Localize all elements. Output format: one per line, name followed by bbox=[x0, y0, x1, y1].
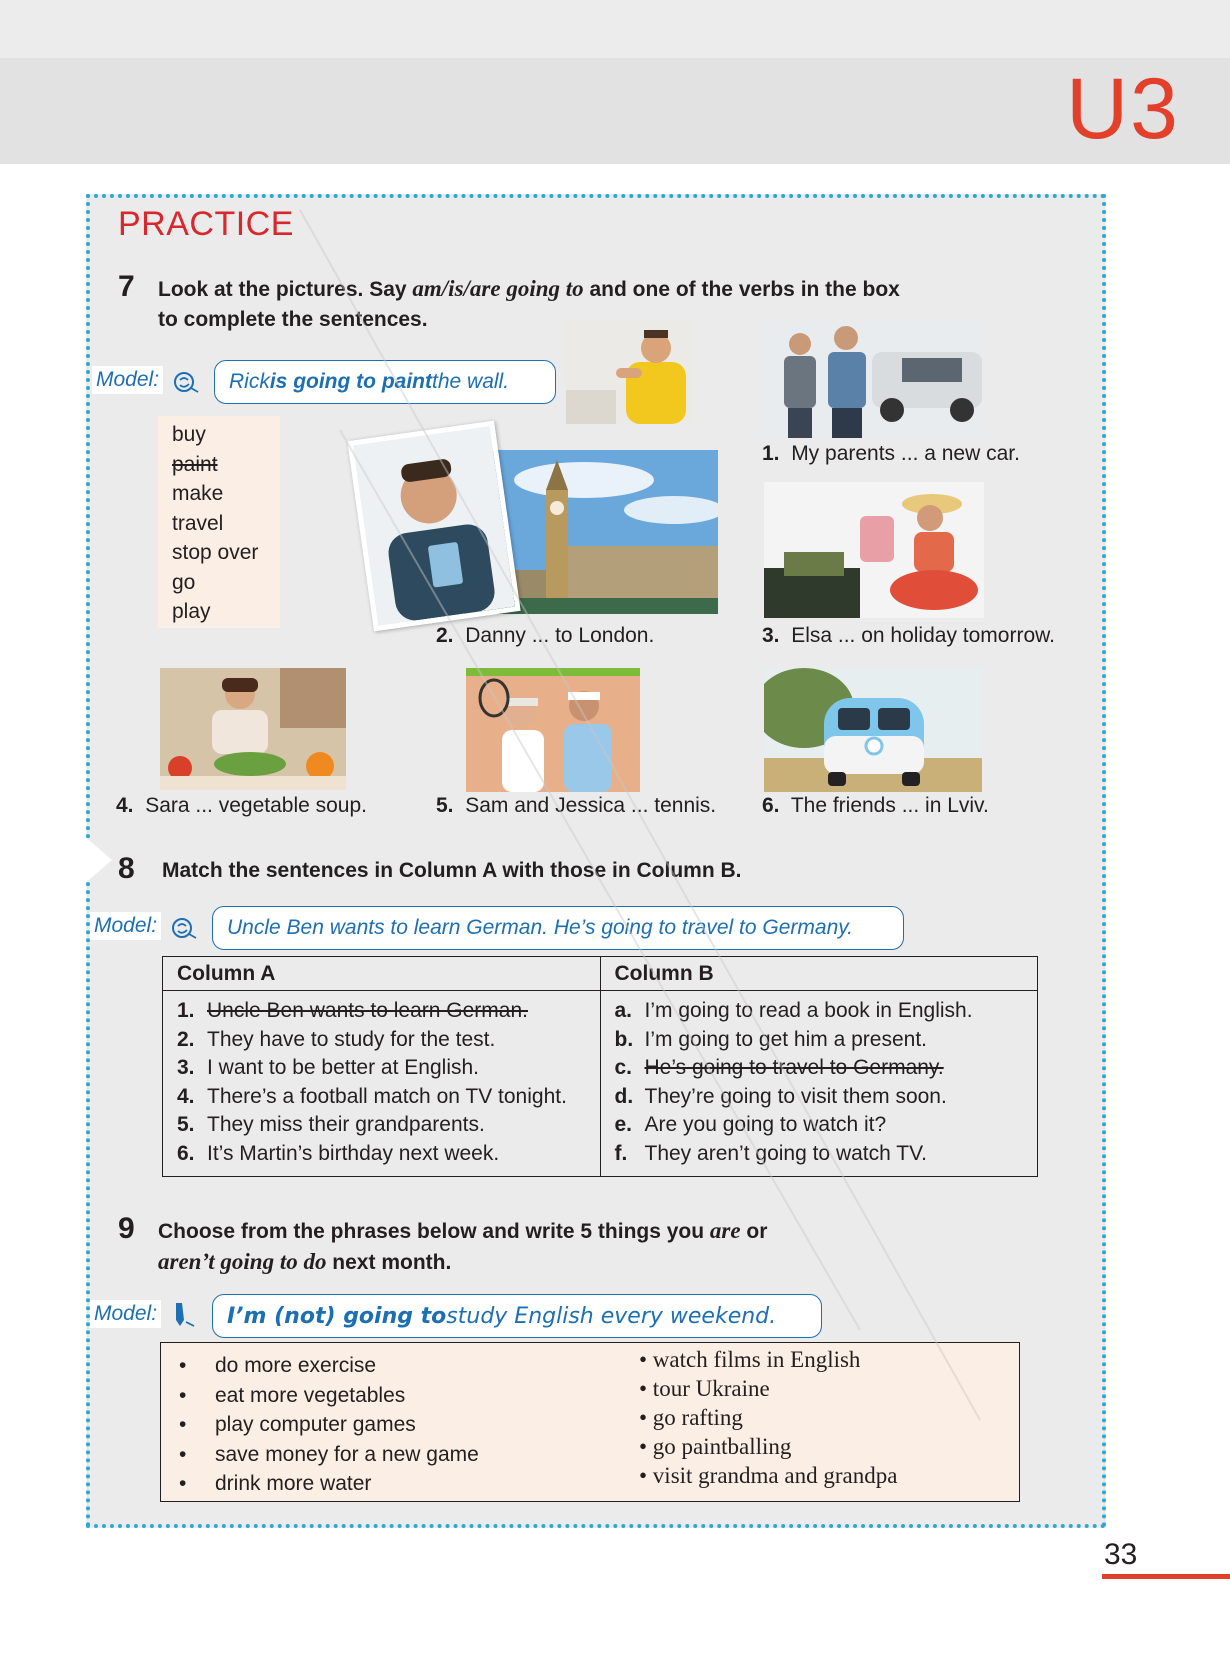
caption-1: 1. My parents ... a new car. bbox=[762, 442, 1020, 465]
phrase-box bbox=[160, 1342, 1020, 1502]
pencil-icon bbox=[170, 1300, 196, 1330]
column-b-item: a. I’m going to read a book in English. bbox=[614, 999, 973, 1022]
exercise-9-model-bubble: I’m (not) going to study English every weekend. bbox=[212, 1294, 822, 1338]
column-b-item: c. He’s going to travel to Germany. bbox=[614, 1056, 944, 1079]
exercise-8-model-label: Model: bbox=[90, 912, 161, 940]
caption-2: 2. Danny ... to London. bbox=[436, 624, 655, 647]
verb-item: go bbox=[172, 570, 196, 594]
verb-item-crossed: paint bbox=[172, 452, 218, 476]
column-a-item: 3. I want to be better at English. bbox=[177, 1056, 479, 1079]
phrase-list-left bbox=[179, 1351, 479, 1499]
exercise-7-number: 7 bbox=[118, 270, 135, 303]
top-strip bbox=[0, 0, 1230, 58]
exercise-8-number: 8 bbox=[118, 852, 135, 885]
header-band bbox=[0, 58, 1230, 164]
phrase-item: • go paintballing bbox=[639, 1434, 792, 1459]
phrase-item: • do more exercise bbox=[179, 1354, 377, 1377]
phrase-item: • tour Ukraine bbox=[639, 1376, 770, 1401]
phrase-item: • visit grandma and grandpa bbox=[639, 1463, 898, 1488]
verb-item: travel bbox=[172, 511, 224, 535]
phrase-item: • drink more water bbox=[179, 1472, 372, 1495]
caption-5: 5. Sam and Jessica ... tennis. bbox=[436, 794, 717, 817]
verb-item: play bbox=[172, 600, 211, 623]
phrase-list-right bbox=[639, 1345, 897, 1490]
exercise-7-model-bubble: Rick is going to paint the wall. bbox=[214, 360, 556, 404]
caption-4: 4. Sara ... vegetable soup. bbox=[116, 794, 367, 817]
column-a bbox=[163, 991, 601, 1177]
verb-item: stop over bbox=[172, 541, 259, 564]
phrase-item: • watch films in English bbox=[639, 1347, 861, 1372]
exercise-9-instruction: Choose from the phrases below and write 5 things you are or aren’t going to do next month. bbox=[158, 1218, 768, 1274]
verb-item: make bbox=[172, 482, 224, 505]
photo-danny bbox=[347, 421, 520, 632]
column-a-item: 4. There’s a football match on TV tonight. bbox=[177, 1084, 567, 1108]
column-a-header: Column A bbox=[163, 957, 601, 991]
speech-icon bbox=[170, 916, 198, 942]
phrase-item: • go rafting bbox=[639, 1405, 743, 1430]
page-number: 33 bbox=[1104, 1538, 1138, 1571]
phrase-item: • play computer games bbox=[179, 1413, 416, 1436]
exercise-8-model-bubble: Uncle Ben wants to learn German. He’s going to travel to Germany. bbox=[212, 906, 904, 950]
column-a-item: 6. It’s Martin’s birthday next week. bbox=[177, 1141, 500, 1165]
speech-icon bbox=[172, 370, 200, 396]
caption-3: 3. Elsa ... on holiday tomorrow. bbox=[762, 624, 1055, 647]
model-photo-rick bbox=[566, 320, 692, 424]
column-b-item: f. They aren’t going to watch TV. bbox=[614, 1141, 928, 1165]
column-b-item: b. I’m going to get him a present. bbox=[614, 1027, 927, 1051]
page-number-underline bbox=[1102, 1574, 1230, 1579]
verb-item: buy bbox=[172, 423, 206, 446]
column-a-item: 5. They miss their grandparents. bbox=[177, 1113, 485, 1136]
caption-6: 6. The friends ... in Lviv. bbox=[762, 794, 989, 817]
exercise-7-instruction: Look at the pictures. Say am/is/are going to and one of the verbs in the box to complete the sentences. bbox=[158, 276, 900, 331]
panel-notch bbox=[82, 834, 112, 886]
column-a-item: 1. Uncle Ben wants to learn German. bbox=[177, 999, 528, 1022]
column-b-item: d. They’re going to visit them soon. bbox=[614, 1084, 947, 1108]
phrase-item: • eat more vegetables bbox=[179, 1383, 406, 1407]
column-b-item: e. Are you going to watch it? bbox=[614, 1113, 887, 1136]
matching-table bbox=[162, 956, 1038, 1177]
phrase-item: • save money for a new game bbox=[179, 1442, 479, 1466]
exercise-9-model-label: Model: bbox=[90, 1300, 161, 1328]
column-a-item: 2. They have to study for the test. bbox=[177, 1027, 496, 1051]
unit-label: U3 bbox=[1066, 61, 1180, 157]
photo-sara-soup bbox=[160, 668, 346, 790]
photo-tennis bbox=[466, 668, 640, 792]
section-title: PRACTICE bbox=[118, 205, 294, 243]
column-b-header: Column B bbox=[600, 957, 1038, 991]
photo-couple-car bbox=[762, 322, 982, 438]
photo-elsa-packing bbox=[764, 482, 984, 618]
verb-box bbox=[158, 416, 280, 628]
exercise-8-instruction: Match the sentences in Column A with those in Column B. bbox=[162, 859, 742, 882]
column-b bbox=[600, 991, 1038, 1177]
exercise-9-number: 9 bbox=[118, 1212, 135, 1245]
exercise-7-model-label: Model: bbox=[92, 366, 163, 394]
photo-van bbox=[764, 668, 982, 792]
